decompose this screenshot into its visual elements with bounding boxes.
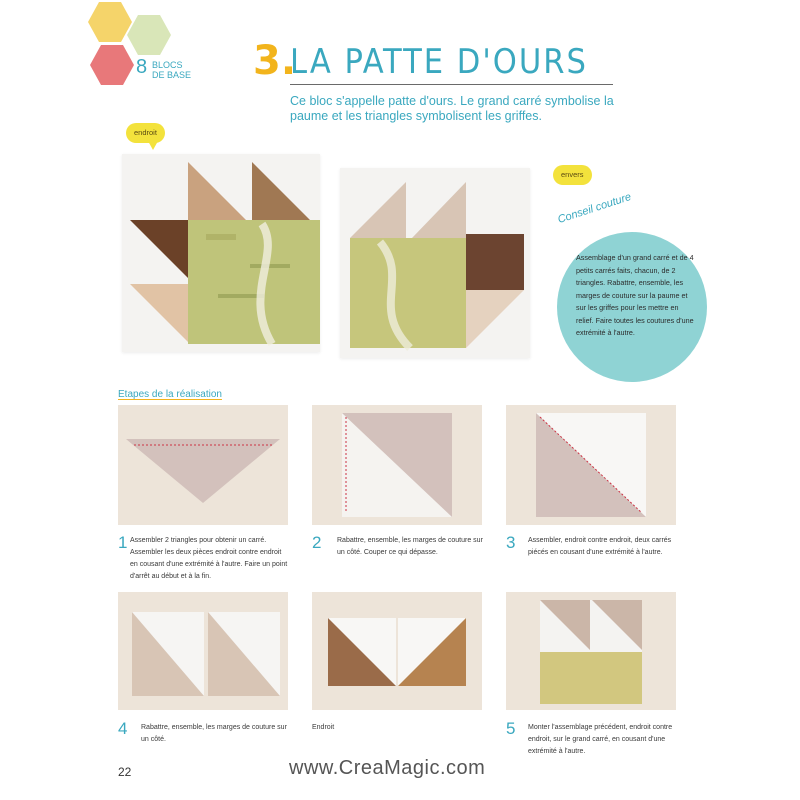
step-4-photo [118, 592, 288, 710]
tip-title: Conseil couture [556, 190, 633, 226]
badge-line-2: DE BASE [152, 70, 192, 80]
step-4-number: 4 [118, 719, 128, 738]
tip-text: Assemblage d'un grand carré et de 4 petits carrés faits, chacun, de 2 triangles. Rabattre, ensemble, les marges de couture sur la paume et sur les griffes pour les mettre en relief. Faire toutes les coutures d'une extrémité à l'autre. [576, 253, 694, 337]
step-2-photo [312, 405, 482, 525]
step-2-illustration [312, 405, 482, 525]
quilt-back-illustration [340, 168, 530, 358]
step-5-number: 5 [506, 719, 516, 738]
fabric-hexagon-2 [127, 15, 171, 55]
step-1-text: Assembler 2 triangles pour obtenir un carré. Assembler les deux pièces endroit contre endroit en cousant d'une extrémité à l'autre. Faire un point d'arrêt au début et à la fin. [130, 537, 288, 580]
quilt-front-illustration [122, 154, 320, 352]
endroit-caption: Endroit [312, 724, 335, 731]
badge-number: 8 [136, 56, 148, 78]
step-4-text: Rabattre, ensemble, les marges de couture sur un côté. [141, 724, 287, 743]
step-5-text: Monter l'assemblage précédent, endroit contre endroit, sur le grand carré, en cousant d'une extrémité à l'autre. [528, 724, 673, 755]
step-1-photo [118, 405, 288, 525]
step-3-illustration [506, 405, 676, 525]
step-3-photo [506, 405, 676, 525]
endroit-illustration [312, 592, 482, 710]
page-title: LA PATTE D'OURS [290, 42, 588, 82]
chapter-number: 3. [253, 38, 297, 84]
watermark: www.CreaMagic.com [289, 757, 486, 779]
front-label-text: endroit [134, 128, 157, 137]
quilt-block-front [122, 154, 320, 352]
back-label [553, 165, 592, 185]
front-label-tail [148, 141, 158, 150]
title-divider [290, 84, 613, 85]
step-5-illustration [506, 592, 676, 710]
endroit-photo [312, 592, 482, 710]
step-4-illustration [118, 592, 288, 710]
badge-line-1: BLOCS [152, 60, 183, 70]
step-3-text: Assembler, endroit contre endroit, deux carrés piécés en cousant d'une extrémité à l'autre. [528, 537, 672, 556]
step-1-illustration [118, 405, 288, 525]
fabric-hexagon-1 [88, 2, 132, 42]
step-2-text: Rabattre, ensemble, les marges de couture sur un côté. Couper ce qui dépasse. [337, 537, 483, 556]
intro-text: Ce bloc s'appelle patte d'ours. Le grand carré symbolise la paume et les triangles symbolisent les griffes. [290, 94, 614, 123]
page-number: 22 [118, 765, 132, 779]
back-label-text: envers [561, 170, 584, 179]
step-5-photo [506, 592, 676, 710]
front-label [126, 123, 165, 143]
step-1-number: 1 [118, 533, 128, 552]
fabric-hexagon-3 [90, 45, 134, 85]
steps-heading: Etapes de la réalisation [118, 389, 222, 400]
step-2-number: 2 [312, 533, 322, 552]
step-3-number: 3 [506, 533, 516, 552]
quilt-block-back [340, 168, 530, 358]
